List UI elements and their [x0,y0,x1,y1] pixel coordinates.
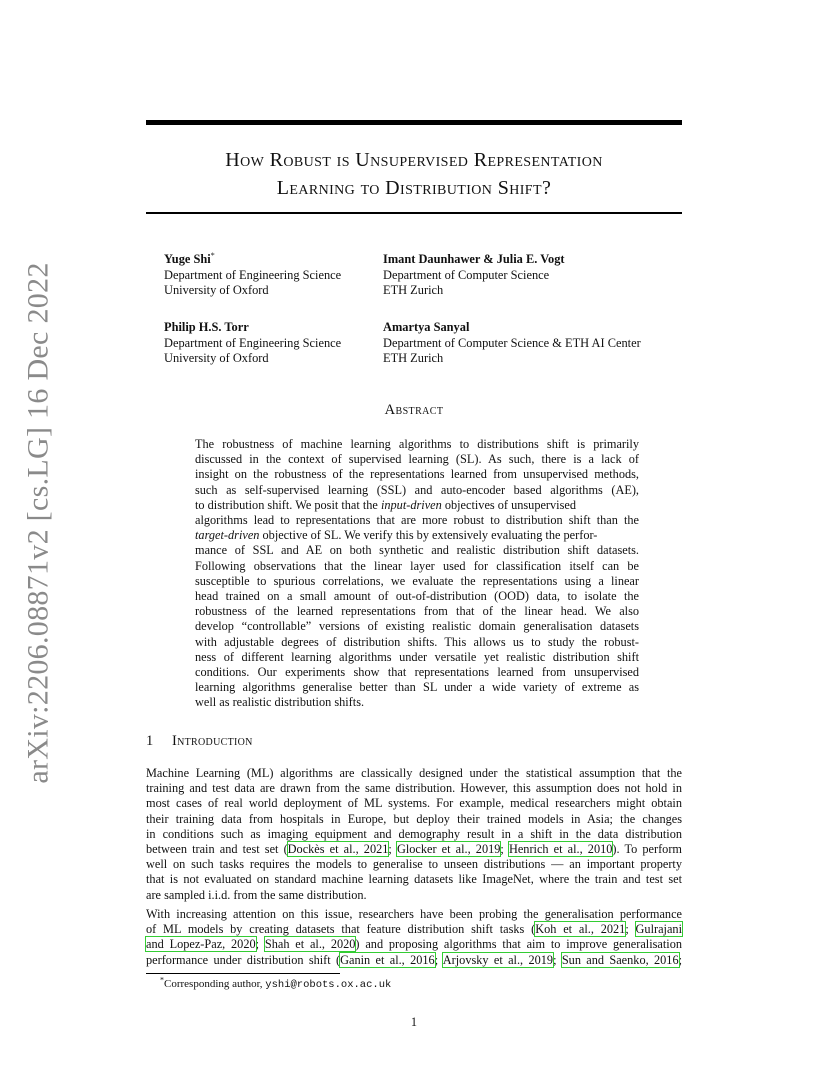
author-name: Amartya Sanyal [383,320,470,334]
paragraph-line: that is not evaluated on standard machine learning datasets like ImageNet, where the train and test set [146,872,682,887]
author-footnote-mark: * [210,250,215,260]
intro-paragraph-1 [146,766,682,903]
author-institution: ETH Zurich [383,283,444,297]
abstract-line: with adjustable degrees of distribution shifts. This allows us to study the robust- [195,634,639,649]
author-institution: University of Oxford [164,351,269,365]
paragraph-line: their training data from hospitals in Europe, but deploy their trained models in Asia; the changes [146,811,682,826]
citation-link[interactable]: Ganin et al., 2016 [340,952,435,967]
title-top-rule [146,120,682,125]
abstract-line: ness of different learning algorithms under versatile yet realistic distribution shift [195,649,639,664]
abstract-line: The robustness of machine learning algorithms to distributions shift is primarily [195,437,639,451]
abstract-line: such as self-supervised learning (SSL) and auto-encoder based algorithms (AE), [195,482,639,497]
citation-link[interactable]: Arjovsky et al., 2019 [442,952,554,967]
paragraph-line: are sampled i.i.d. from the same distribution. [146,887,367,902]
paragraph-line: and Lopez-Paz, 2020; Shah et al., 2020) and proposing algorithms that aim to improve generalisation [146,937,682,952]
abstract-line: susceptible to spurious correlations, we evaluate the representations using a linear [195,573,639,588]
abstract-line: robustness of the learned representations from that of the linear head. We also [195,604,639,619]
paragraph-line: Machine Learning (ML) algorithms are classically designed under the statistical assumption that the [146,766,682,780]
title-line-2: Learning to Distribution Shift? [276,177,552,199]
citation-link[interactable]: Glocker et al., 2019 [396,842,501,857]
abstract-line: develop “controllable” versions of existing realistic domain generalisation datasets [195,619,639,634]
author-block-2 [383,252,565,299]
section-heading-introduction [146,733,253,750]
abstract-line: learning algorithms generalise better than SL under a wide variety of extreme as [195,680,639,695]
citation-link[interactable]: Henrich et al., 2010 [508,842,613,857]
paragraph-line: performance under distribution shift (Ganin et al., 2016; Arjovsky et al., 2019; Sun and Saenko, 2016; [146,952,683,967]
paragraph-line: With increasing attention on this issue, researchers have been probing the generalisation performance [146,907,682,921]
author-block-3 [164,320,341,367]
abstract-line: head trained on a small amount of out-of-distribution (OOD) data, to isolate the [195,589,639,604]
abstract-line: discussed in the context of supervised learning (SL). As such, there is a lack of [195,452,639,467]
abstract-line: mance of SSL and AE on both synthetic and realistic distribution shift datasets. [195,543,639,558]
section-title: Introduction [172,733,253,749]
citation-link[interactable]: Sun and Saenko, 2016 [561,952,679,967]
abstract-line: target-driven objective of SL. We verify this by extensively evaluating the perfor- [195,528,598,543]
citation-link[interactable]: Koh et al., 2021 [535,922,626,937]
citation-link[interactable]: Shah et al., 2020 [264,937,356,952]
author-department: Department of Engineering Science [164,267,342,282]
author-name: Imant Daunhawer & Julia E. Vogt [383,252,565,266]
intro-paragraph-2 [146,907,682,968]
author-block-4 [383,320,641,367]
author-institution: ETH Zurich [383,351,444,365]
author-name: Yuge Shi [164,252,211,266]
abstract-line: to distribution shift. We posit that the input-driven objectives of unsupervised [195,497,576,512]
footnote [160,977,391,992]
abstract-line: conditions. Our experiments show that representations learned from unsupervised [195,665,639,680]
citation-link[interactable]: Dockès et al., 2021 [287,842,389,857]
author-department: Department of Computer Science [383,267,550,282]
paragraph-line: between train and test set (Dockès et al., 2021; Glocker et al., 2019; Henrich et al., 2010). To perform [146,842,682,857]
paragraph-line: in conditions such as imaging equipment and demography result in a shift in the data distribution [146,826,682,841]
footnote-email[interactable]: yshi@robots.ox.ac.uk [265,979,392,991]
author-block-1 [164,252,341,299]
page-number: 1 [410,1015,418,1029]
citation-link[interactable]: and Lopez-Paz, 2020 [146,937,256,952]
emphasis-input-driven: input-driven [380,497,442,512]
abstract-line: well as realistic distribution shifts. [195,695,365,710]
abstract-line: algorithms lead to representations that are more robust to distribution shift than the [195,513,639,528]
section-number: 1 [146,733,154,749]
author-department: Department of Computer Science & ETH AI Center [383,335,641,350]
arxiv-identifier [16,261,62,784]
abstract-heading: Abstract [384,402,444,418]
paragraph-line: well on such tasks requires the models to generalise to unseen distributions — an important property [146,857,682,872]
emphasis-target-driven: target-driven [195,528,260,543]
author-department: Department of Engineering Science [164,335,342,350]
citation-link[interactable]: Gulrajani [635,922,682,937]
footnote-rule [146,973,340,974]
paper-title [146,146,682,202]
paragraph-line: training and test data are drawn from the same distribution. However, this assumption does not hold in [146,781,682,796]
paragraph-line: most cases of real world deployment of ML systems. For example, medical researchers might obtain [146,796,682,811]
title-bottom-rule [146,212,682,214]
title-line-1: How Robust is Unsupervised Representation [225,149,603,171]
arxiv-id-text: arXiv:2206.08871v2 [cs.LG] 16 Dec 2022 [22,261,55,784]
abstract-body [195,437,639,711]
author-name: Philip H.S. Torr [164,320,249,334]
footnote-text: Corresponding author, [164,978,266,990]
abstract-line: Following observations that the linear layer used for classification itself can be [195,558,639,573]
paragraph-line: of ML models by creating datasets that feature distribution shift tasks (Koh et al., 2021; Gulrajani [146,922,682,937]
abstract-line: insight on the robustness of the representations learned from unsupervised methods, [195,467,639,482]
author-institution: University of Oxford [164,283,269,297]
footnote-mark: * [160,975,164,985]
